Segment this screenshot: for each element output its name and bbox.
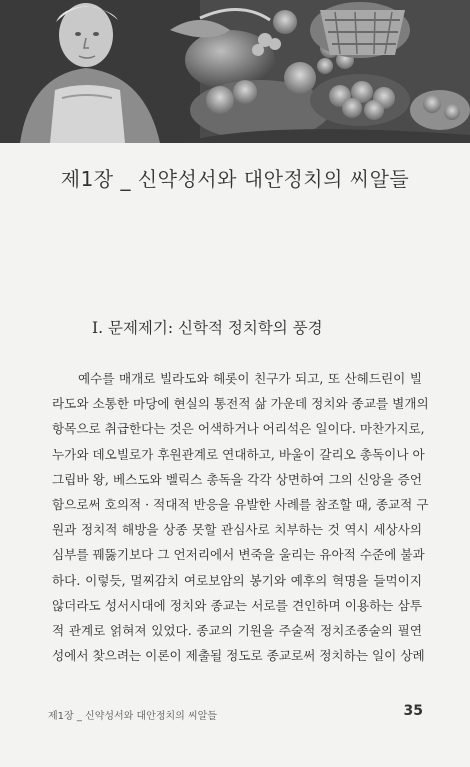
body-line: 심부를 꿰뚫기보다 그 언저리에서 변죽을 울리는 유아적 수준에 불과 bbox=[52, 547, 425, 563]
body-line: 하다. 이렇듯, 멀찌감치 여로보암의 봉기와 예후의 혁명을 들먹이지 bbox=[52, 572, 422, 588]
body-line: 라도와 소통한 마당에 현실의 통전적 삶 가운데 정치와 종교를 별개의 bbox=[52, 396, 429, 412]
running-footer-title: 제1장 _ 신약성서와 대안정치의 씨알들 bbox=[48, 711, 217, 722]
section-heading: I. 문제제기: 신학적 정치학의 풍경 bbox=[92, 319, 323, 337]
body-line: 원과 정치적 해방을 상종 못할 관심사로 치부하는 것 역시 세상사의 bbox=[52, 522, 422, 538]
body-line: 함으로써 호의적 · 적대적 반응을 유발한 사례를 참조할 때, 종교적 구 bbox=[52, 497, 429, 513]
body-line: 항목으로 취급한다는 것은 어색하거나 어리석은 일이다. 마찬가지로, bbox=[52, 421, 425, 437]
page-number: 35 bbox=[403, 703, 423, 719]
body-line: 예수를 매개로 빌라도와 헤롯이 친구가 되고, 또 산헤드린이 빌 bbox=[78, 371, 422, 386]
body-line: 누가와 데오빌로가 후원관계로 연대하고, 바울이 갈리오 총독이나 아 bbox=[52, 446, 425, 462]
chapter-title: 제1장 _ 신약성서와 대안정치의 씨알들 bbox=[60, 167, 410, 191]
body-line: 적 관계로 얽혀져 있었다. 종교의 기원을 주술적 정치조종술의 필연 bbox=[52, 623, 422, 639]
body-paragraph bbox=[52, 366, 429, 668]
body-line: 성에서 찾으려는 이론이 제출될 정도로 종교로써 정치하는 일이 상례 bbox=[52, 648, 425, 664]
market-still-life-illustration bbox=[0, 0, 470, 143]
body-line: 않더라도 성서시대에 정치와 종교는 서로를 견인하며 이용하는 삼투 bbox=[52, 597, 422, 613]
body-line: 그립바 왕, 베스도와 벨릭스 총독을 각각 상면하여 그의 신앙을 증언 bbox=[52, 471, 422, 487]
chapter-banner-image bbox=[0, 0, 470, 143]
